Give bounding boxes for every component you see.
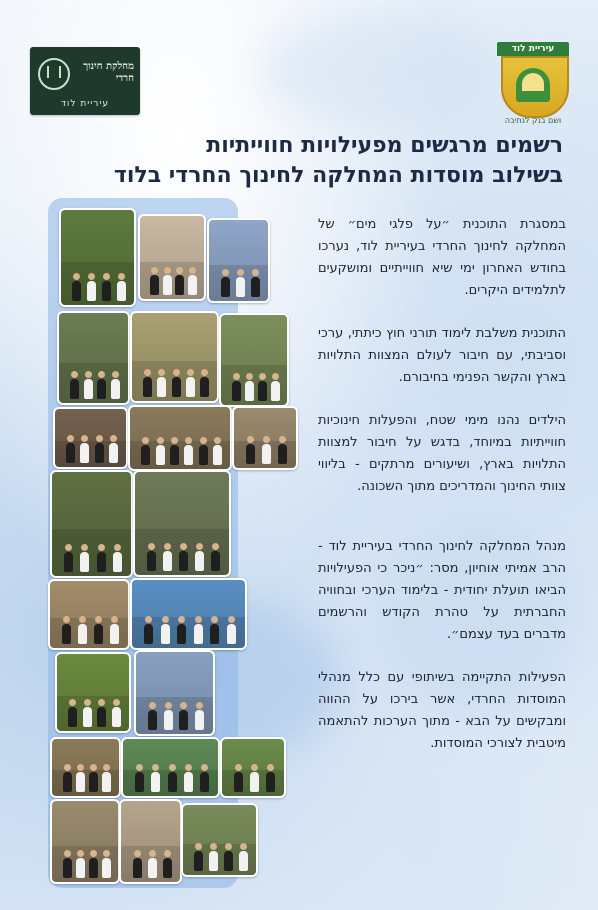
photo-figure — [156, 445, 165, 465]
photo-figure-head — [144, 369, 151, 376]
photo-figure — [278, 444, 287, 464]
photo-figure — [175, 275, 184, 295]
photo-figure-head — [67, 435, 74, 442]
photo-figure — [144, 624, 153, 644]
photo — [48, 579, 130, 650]
photo-figure — [170, 445, 179, 465]
article-paragraph: במסגרת התוכנית ״על פלגי מים״ של המחלקה לחינוך החרדי בעיריית לוד, נערכו בחודש האחרון ימי שיא חווייתיים ומושקעים לתלמידים היקרים. — [318, 217, 566, 298]
photo-figure — [195, 551, 204, 571]
photo-figure — [89, 858, 98, 878]
photo-figure-head — [210, 843, 217, 850]
photo-figure — [94, 624, 103, 644]
photo — [130, 311, 219, 403]
photo-figure-head — [162, 616, 169, 623]
photo-figure — [97, 552, 106, 572]
photo — [232, 406, 298, 470]
photo-figure — [97, 707, 106, 727]
photo-figure — [209, 851, 218, 871]
photo-figure-head — [88, 273, 95, 280]
photo-figure-head — [195, 616, 202, 623]
photo-figure-head — [73, 273, 80, 280]
photo-figure — [72, 281, 81, 301]
photo-figure — [117, 281, 126, 301]
article-body — [318, 214, 566, 776]
photo-figure-head — [158, 369, 165, 376]
photo-figure — [224, 851, 233, 871]
photo-figure — [102, 281, 111, 301]
photo-figure-head — [112, 371, 119, 378]
photo-figure — [135, 772, 144, 792]
article-paragraph: הילדים נהנו מימי שטח, והפעלות חינוכיות חווייתיות במיוחד, בדגש על חיבור למצוות התלויות בארץ, ושיעורים מרתקים - בליווי צוותי החינוך והמדריכים מתוך השכונה. — [318, 413, 566, 494]
photo-figure-head — [96, 435, 103, 442]
article-paragraph: מנהל המחלקה לחינוך החרדי בעיריית לוד - הרב אמיתי אוחיון, מסר: ״ניכר כי הפעילויות הביאו תועלת יחודית - בלימוד הערכי ובחוויה החברתית על טהרת הקודש והרשמים מדברים בעד עצמם״. — [318, 539, 566, 642]
photo-figure-head — [169, 764, 176, 771]
photo-figure — [172, 377, 181, 397]
photo-figure-head — [185, 437, 192, 444]
photo-figure — [213, 445, 222, 465]
photo-figure — [143, 377, 152, 397]
photo-figure — [258, 381, 267, 401]
photo-figure — [112, 707, 121, 727]
department-logo-city: עיריית לוד — [60, 99, 109, 109]
photo-figure-head — [118, 273, 125, 280]
photo-figure-head — [267, 764, 274, 771]
photo-figure-head — [145, 616, 152, 623]
photo-figure-head — [151, 267, 158, 274]
photo-figure-head — [81, 435, 88, 442]
photo-figure — [110, 624, 119, 644]
photo-figure-head — [90, 764, 97, 771]
photo-figure — [95, 443, 104, 463]
photo-figure-head — [81, 544, 88, 551]
photo-figure-head — [65, 544, 72, 551]
article-paragraph: התוכנית משלבת לימוד תורני חוץ כיתתי, ערכי וסביבתי, עם חיבור לעולם המצוות התלויות בארץ והקשר הפנימי בחיבורם. — [318, 326, 566, 385]
photo-figure — [83, 707, 92, 727]
photo-figure-head — [152, 764, 159, 771]
photo-figure-head — [165, 702, 172, 709]
photo — [130, 578, 247, 650]
photo-figure — [150, 275, 159, 295]
photo-figure-head — [103, 273, 110, 280]
photo-figure-head — [64, 850, 71, 857]
photo-figure-head — [77, 850, 84, 857]
article-title — [43, 131, 563, 191]
photo-figure-head — [252, 269, 259, 276]
photo-figure-head — [225, 843, 232, 850]
photo-figure — [151, 772, 160, 792]
photo-figure-head — [180, 702, 187, 709]
photo-figure-head — [272, 373, 279, 380]
photo-figure — [266, 772, 275, 792]
photo-figure-head — [214, 437, 221, 444]
photo-figure — [78, 624, 87, 644]
photo-figure-head — [149, 850, 156, 857]
title-line-1: רשמים מרגשים מפעילויות חווייתיות — [206, 133, 563, 158]
photo-figure-head — [235, 764, 242, 771]
photo-figure-head — [113, 699, 120, 706]
photo-figure-head — [176, 267, 183, 274]
photo-figure — [163, 551, 172, 571]
photo-figure-head — [71, 371, 78, 378]
photo-figure — [271, 381, 280, 401]
photo-figure-head — [98, 371, 105, 378]
photo-figure-head — [240, 843, 247, 850]
photo-figure — [109, 443, 118, 463]
photo-figure — [179, 551, 188, 571]
photo-figure — [245, 381, 254, 401]
photo-figure-head — [195, 843, 202, 850]
photo-figure — [251, 277, 260, 297]
photo-figure-head — [251, 764, 258, 771]
photo — [50, 799, 120, 884]
photo — [50, 737, 121, 798]
photo-figure — [76, 858, 85, 878]
photo-figure-head — [136, 764, 143, 771]
photo — [53, 407, 128, 469]
photo-figure — [184, 445, 193, 465]
photo — [59, 208, 136, 307]
photo-figure-head — [64, 764, 71, 771]
photo-figure-head — [263, 436, 270, 443]
photo-figure — [62, 624, 71, 644]
department-logo-name: מחלקת חינוך חרדי — [83, 61, 134, 84]
photo-figure — [89, 772, 98, 792]
photo-figure — [147, 551, 156, 571]
photo-figure — [211, 551, 220, 571]
photo-figure — [200, 377, 209, 397]
photo-figure-head — [187, 369, 194, 376]
photo-figure-head — [110, 435, 117, 442]
photo-figure — [221, 277, 230, 297]
photo-figure-head — [148, 543, 155, 550]
photo — [50, 470, 133, 578]
photo-figure — [179, 710, 188, 730]
photo-figure-head — [196, 543, 203, 550]
photo-figure-head — [164, 543, 171, 550]
photo-figure — [102, 858, 111, 878]
photo-figure — [168, 772, 177, 792]
photo-figure-head — [164, 850, 171, 857]
photo-figure-head — [237, 269, 244, 276]
photo-figure-head — [201, 764, 208, 771]
photo-figure — [113, 552, 122, 572]
photo-figure-head — [90, 850, 97, 857]
photo-figure-head — [98, 699, 105, 706]
photo-figure-head — [200, 437, 207, 444]
municipality-logo — [497, 42, 569, 126]
photo-figure — [70, 379, 79, 399]
photo-figure — [210, 624, 219, 644]
title-line-2: בשילוב מוסדות המחלקה לחינוך החרדי בלוד — [113, 163, 563, 188]
photo-figure — [250, 772, 259, 792]
photo-figure — [97, 379, 106, 399]
photo-figure — [186, 377, 195, 397]
photo — [133, 470, 231, 577]
photo-figure — [199, 445, 208, 465]
photo — [121, 737, 220, 798]
photo-figure-head — [189, 267, 196, 274]
photo — [220, 737, 286, 798]
photo-figure-head — [228, 616, 235, 623]
photo-figure-head — [79, 616, 86, 623]
photo-figure — [262, 444, 271, 464]
photo-figure-head — [222, 269, 229, 276]
photo-figure-head — [196, 702, 203, 709]
photo-figure-head — [180, 543, 187, 550]
photo-figure — [68, 707, 77, 727]
photo-figure — [66, 443, 75, 463]
photo-figure — [84, 379, 93, 399]
photo-figure-head — [85, 371, 92, 378]
photo-figure — [63, 858, 72, 878]
photo-figure — [163, 858, 172, 878]
photo-figure-head — [259, 373, 266, 380]
photo-figure-head — [103, 764, 110, 771]
photo-figure — [161, 624, 170, 644]
photo-figure — [234, 772, 243, 792]
photo-figure — [80, 552, 89, 572]
photo — [138, 214, 206, 301]
photo-figure-head — [233, 373, 240, 380]
photo-figure-head — [111, 616, 118, 623]
photo-figure-head — [142, 437, 149, 444]
photo — [128, 405, 232, 471]
photo-figure — [239, 851, 248, 871]
photo-figure — [80, 443, 89, 463]
photo-figure-head — [212, 543, 219, 550]
photo-figure-head — [211, 616, 218, 623]
photo-figure — [194, 851, 203, 871]
photo-figure-head — [246, 373, 253, 380]
photo-figure — [133, 858, 142, 878]
photo-figure-head — [185, 764, 192, 771]
photo — [181, 803, 258, 877]
book-emblem-icon — [38, 58, 70, 90]
department-logo — [30, 47, 140, 115]
photo-figure-head — [173, 369, 180, 376]
photo-figure — [148, 710, 157, 730]
photo-figure — [195, 710, 204, 730]
photo-figure-head — [134, 850, 141, 857]
photo — [119, 799, 182, 884]
photo-figure — [232, 381, 241, 401]
photo-figure — [164, 710, 173, 730]
photo-figure-head — [84, 699, 91, 706]
municipality-logo-motto: ושם בנק לנתיבה — [504, 116, 562, 125]
photo-figure-head — [103, 850, 110, 857]
photo-figure-head — [77, 764, 84, 771]
photo-figure — [184, 772, 193, 792]
municipality-logo-banner: עיריית לוד — [497, 42, 569, 56]
photo-figure — [236, 277, 245, 297]
photo-figure — [111, 379, 120, 399]
photo — [219, 313, 289, 407]
photo-figure-head — [171, 437, 178, 444]
photo-figure-head — [279, 436, 286, 443]
photo — [57, 311, 130, 405]
photo-figure — [188, 275, 197, 295]
photo — [207, 218, 270, 303]
photo-figure-head — [157, 437, 164, 444]
city-shield-icon — [501, 56, 569, 118]
photo-figure — [102, 772, 111, 792]
photo-figure-head — [98, 544, 105, 551]
photo-figure-head — [178, 616, 185, 623]
photo-figure-head — [69, 699, 76, 706]
photo-figure — [76, 772, 85, 792]
photo-figure — [87, 281, 96, 301]
photo-figure — [194, 624, 203, 644]
photo-figure — [163, 275, 172, 295]
photo — [134, 650, 215, 736]
photo — [55, 652, 131, 733]
photo-figure — [141, 445, 150, 465]
photo-figure-head — [95, 616, 102, 623]
photo-figure — [64, 552, 73, 572]
photo-figure — [63, 772, 72, 792]
photo-figure — [227, 624, 236, 644]
article-paragraph: הפעילות התקיימה בשיתופי עם כלל מנהלי המוסדות החרדי, אשר בירכו על ההווה ומבקשים על הבא - מתוך הערכות להתאמה מיטבית לצורכי המוסדות. — [318, 670, 566, 751]
photo-figure — [157, 377, 166, 397]
photo-figure — [148, 858, 157, 878]
photo-figure-head — [149, 702, 156, 709]
photo-figure — [246, 444, 255, 464]
photo-figure — [177, 624, 186, 644]
photo-figure-head — [164, 267, 171, 274]
photo-figure — [200, 772, 209, 792]
photo-figure-head — [201, 369, 208, 376]
photo-figure-head — [247, 436, 254, 443]
photo-figure-head — [114, 544, 121, 551]
photo-figure-head — [63, 616, 70, 623]
